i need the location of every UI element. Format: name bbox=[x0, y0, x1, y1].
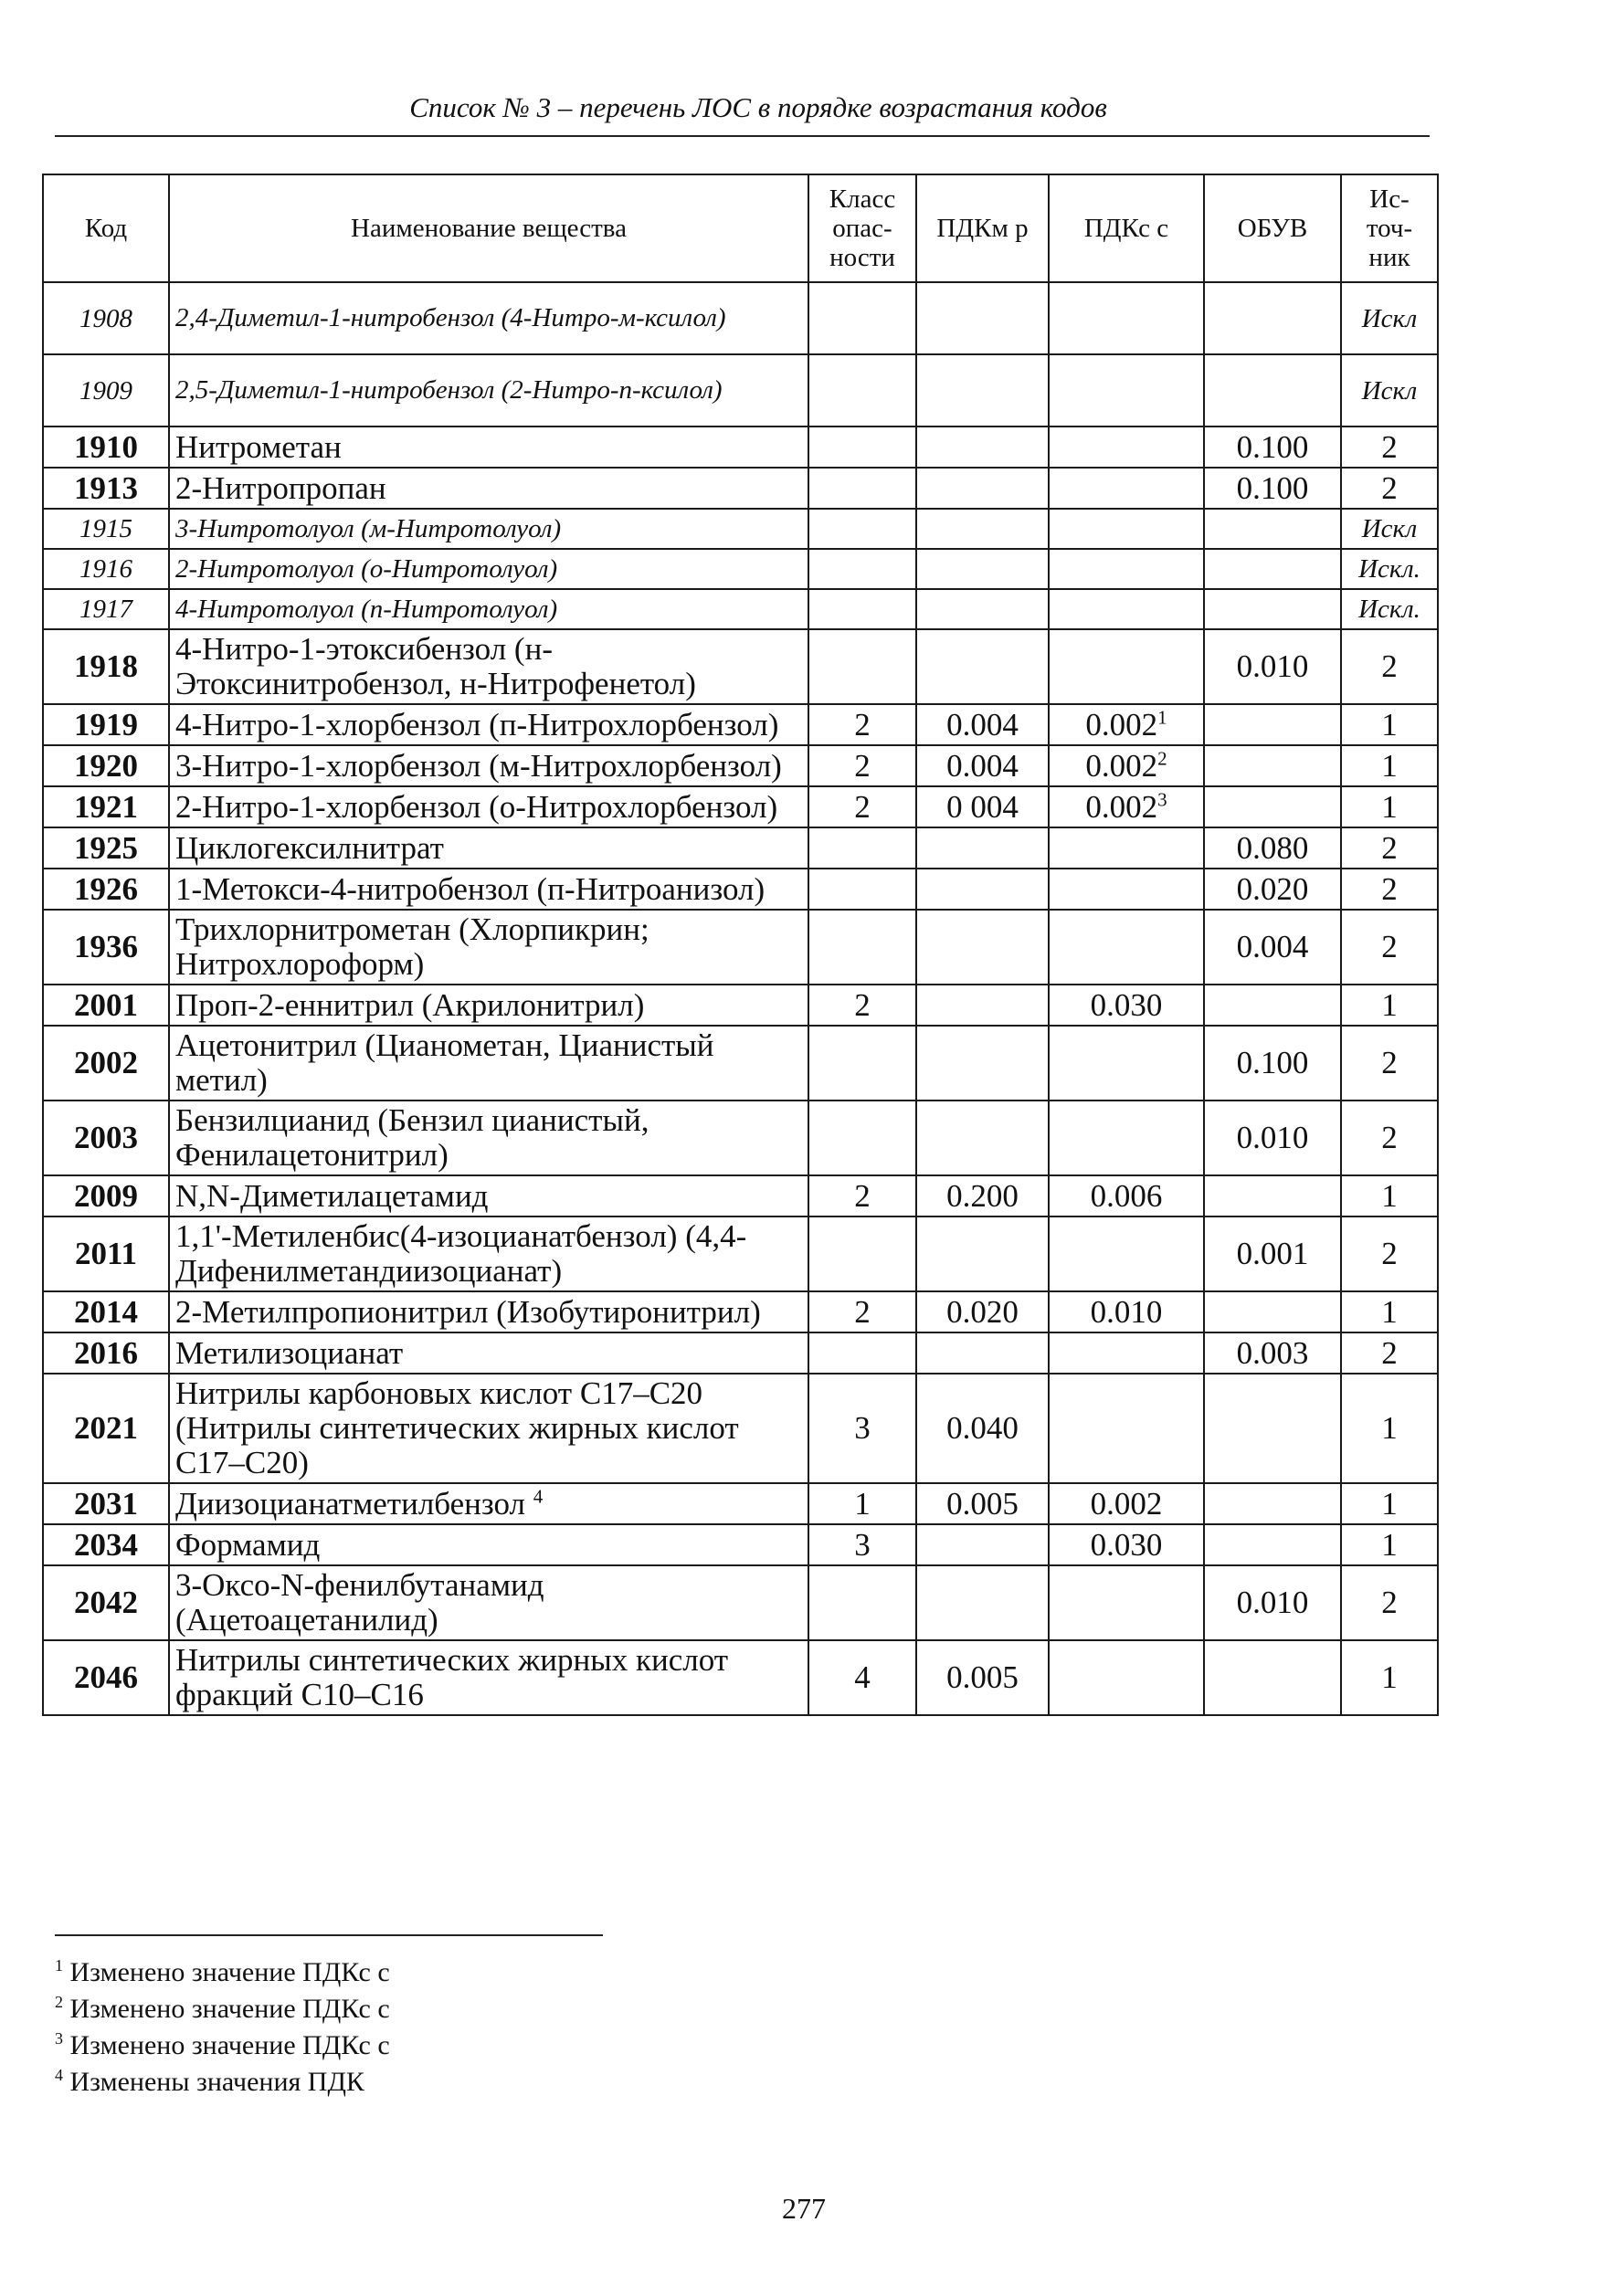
cell-code: 2031 bbox=[43, 1483, 169, 1524]
cell-code: 2001 bbox=[43, 985, 169, 1026]
cell-code: 1920 bbox=[43, 745, 169, 786]
cell-pdk-mr: 0 004 bbox=[916, 786, 1049, 827]
cell-pdk-ss: 0.030 bbox=[1049, 1524, 1204, 1565]
cell-pdk-mr bbox=[916, 1216, 1049, 1291]
cell-pdk-mr bbox=[916, 1026, 1049, 1101]
cell-hazard-class: 2 bbox=[808, 985, 916, 1026]
cell-pdk-ss bbox=[1049, 827, 1204, 869]
page-header-title: Список № 3 – перечень ЛОС в порядке возрастания кодов bbox=[409, 91, 1107, 123]
cell-pdk-ss bbox=[1049, 354, 1204, 427]
footnote-divider bbox=[55, 1934, 603, 1936]
cell-code: 1913 bbox=[43, 468, 169, 509]
cell-name: 2,5-Диметил-1-нитробензол (2-Нитро-п-ксилол) bbox=[169, 354, 808, 427]
cell-obuv bbox=[1204, 1483, 1341, 1524]
cell-pdk-ss bbox=[1049, 1374, 1204, 1483]
cell-code: 2009 bbox=[43, 1175, 169, 1216]
cell-name: 4-Нитротолуол (п-Нитротолуол) bbox=[169, 589, 808, 629]
cell-hazard-class bbox=[808, 869, 916, 910]
cell-name: 3-Оксо-N-фенилбутанамид (Ацетоацетанилид) bbox=[169, 1565, 808, 1640]
cell-pdk-ss: 0.002$^2$ bbox=[1049, 745, 1204, 786]
los-table bbox=[42, 174, 1439, 1716]
cell-hazard-class: 4 bbox=[808, 1640, 916, 1715]
cell-pdk-ss bbox=[1049, 549, 1204, 589]
cell-name: 4-Нитро-1-хлорбензол (п-Нитрохлорбензол) bbox=[169, 704, 808, 745]
cell-pdk-ss bbox=[1049, 1332, 1204, 1374]
cell-code: 1909 bbox=[43, 354, 169, 427]
cell-obuv: 0.001 bbox=[1204, 1216, 1341, 1291]
cell-hazard-class bbox=[808, 468, 916, 509]
cell-pdk-ss: 0.002$^3$ bbox=[1049, 786, 1204, 827]
cell-code: 1925 bbox=[43, 827, 169, 869]
cell-name: 2,4-Диметил-1-нитробензол (4-Нитро-м-ксилол) bbox=[169, 282, 808, 354]
cell-hazard-class bbox=[808, 509, 916, 549]
cell-pdk-mr bbox=[916, 869, 1049, 910]
table-row bbox=[43, 1026, 1438, 1101]
table-row bbox=[43, 1565, 1438, 1640]
cell-name: 2-Нитротолуол (о-Нитротолуол) bbox=[169, 549, 808, 589]
cell-pdk-mr bbox=[916, 354, 1049, 427]
cell-pdk-ss bbox=[1049, 1101, 1204, 1175]
cell-hazard-class bbox=[808, 1101, 916, 1175]
cell-obuv bbox=[1204, 1374, 1341, 1483]
cell-source: 1 bbox=[1341, 1640, 1438, 1715]
cell-obuv bbox=[1204, 704, 1341, 745]
cell-source: Искл bbox=[1341, 509, 1438, 549]
cell-hazard-class bbox=[808, 427, 916, 468]
table-row bbox=[43, 1291, 1438, 1332]
column-header-source: Ис-точ-ник bbox=[1341, 174, 1438, 282]
cell-pdk-ss: 0.006 bbox=[1049, 1175, 1204, 1216]
cell-code: 2042 bbox=[43, 1565, 169, 1640]
cell-hazard-class: 3 bbox=[808, 1524, 916, 1565]
cell-pdk-ss bbox=[1049, 910, 1204, 985]
cell-name: 1-Метокси-4-нитробензол (п-Нитроанизол) bbox=[169, 869, 808, 910]
cell-source: 1 bbox=[1341, 985, 1438, 1026]
cell-pdk-mr bbox=[916, 549, 1049, 589]
cell-source: 1 bbox=[1341, 1483, 1438, 1524]
cell-pdk-ss: 0.010 bbox=[1049, 1291, 1204, 1332]
cell-hazard-class bbox=[808, 910, 916, 985]
cell-pdk-ss bbox=[1049, 427, 1204, 468]
cell-obuv: 0.010 bbox=[1204, 1565, 1341, 1640]
cell-name: N,N-Диметилацетамид bbox=[169, 1175, 808, 1216]
cell-obuv: 0.100 bbox=[1204, 468, 1341, 509]
cell-name: Нитрометан bbox=[169, 427, 808, 468]
cell-pdk-ss bbox=[1049, 509, 1204, 549]
cell-source: 1 bbox=[1341, 745, 1438, 786]
cell-obuv bbox=[1204, 1291, 1341, 1332]
cell-code: 1918 bbox=[43, 629, 169, 704]
table-row bbox=[43, 1101, 1438, 1175]
table-row bbox=[43, 1216, 1438, 1291]
cell-pdk-ss bbox=[1049, 1565, 1204, 1640]
cell-obuv: 0.020 bbox=[1204, 869, 1341, 910]
table-row bbox=[43, 629, 1438, 704]
cell-source: 1 bbox=[1341, 1524, 1438, 1565]
table-row bbox=[43, 1332, 1438, 1374]
cell-pdk-ss bbox=[1049, 1026, 1204, 1101]
cell-source: 2 bbox=[1341, 468, 1438, 509]
cell-pdk-ss bbox=[1049, 589, 1204, 629]
table-header-row bbox=[43, 174, 1438, 282]
column-header-code: Код bbox=[43, 174, 169, 282]
cell-obuv bbox=[1204, 589, 1341, 629]
cell-pdk-mr bbox=[916, 468, 1049, 509]
cell-pdk-mr bbox=[916, 629, 1049, 704]
table-row bbox=[43, 1640, 1438, 1715]
table-row bbox=[43, 1483, 1438, 1524]
cell-name: Ацетонитрил (Цианометан, Цианистый метил) bbox=[169, 1026, 808, 1101]
cell-name: Метилизоцианат bbox=[169, 1332, 808, 1374]
cell-source: Искл bbox=[1341, 282, 1438, 354]
cell-code: 2016 bbox=[43, 1332, 169, 1374]
cell-pdk-ss bbox=[1049, 869, 1204, 910]
cell-source: 2 bbox=[1341, 827, 1438, 869]
table-row bbox=[43, 704, 1438, 745]
header-divider bbox=[55, 135, 1430, 137]
cell-obuv bbox=[1204, 985, 1341, 1026]
cell-name: Бензилцианид (Бензил цианистый, Фенилацетонитрил) bbox=[169, 1101, 808, 1175]
footnote: $^3$ Изменено значение ПДКс с bbox=[55, 2029, 390, 2060]
footnote-ref: 3 bbox=[1157, 787, 1167, 810]
column-header-hazard-class: Класс опас-ности bbox=[808, 174, 916, 282]
cell-hazard-class bbox=[808, 1216, 916, 1291]
cell-hazard-class: 2 bbox=[808, 1175, 916, 1216]
cell-pdk-ss: 0.030 bbox=[1049, 985, 1204, 1026]
cell-source: 2 bbox=[1341, 1101, 1438, 1175]
footnote-ref: 4 bbox=[533, 1484, 544, 1507]
table-row bbox=[43, 869, 1438, 910]
cell-source: 1 bbox=[1341, 704, 1438, 745]
table-row bbox=[43, 786, 1438, 827]
cell-pdk-mr: 0.004 bbox=[916, 704, 1049, 745]
footnote-ref: 2 bbox=[1157, 746, 1167, 769]
cell-code: 1916 bbox=[43, 549, 169, 589]
cell-obuv: 0.100 bbox=[1204, 427, 1341, 468]
cell-name: 3-Нитротолуол (м-Нитротолуол) bbox=[169, 509, 808, 549]
table-row bbox=[43, 1175, 1438, 1216]
cell-obuv: 0.003 bbox=[1204, 1332, 1341, 1374]
table-row bbox=[43, 910, 1438, 985]
table-row bbox=[43, 468, 1438, 509]
cell-source: 2 bbox=[1341, 1026, 1438, 1101]
footnote-ref: 1 bbox=[1157, 705, 1167, 728]
cell-name: 3-Нитро-1-хлорбензол (м-Нитрохлорбензол) bbox=[169, 745, 808, 786]
cell-pdk-mr: 0.200 bbox=[916, 1175, 1049, 1216]
cell-pdk-mr bbox=[916, 1101, 1049, 1175]
cell-code: 2021 bbox=[43, 1374, 169, 1483]
cell-pdk-mr bbox=[916, 589, 1049, 629]
footnote: $^1$ Изменено значение ПДКс с bbox=[55, 1956, 390, 1987]
footnote: $^2$ Изменено значение ПДКс с bbox=[55, 1993, 390, 2024]
cell-obuv: 0.010 bbox=[1204, 629, 1341, 704]
footnotes bbox=[55, 1954, 390, 2101]
cell-pdk-mr bbox=[916, 1524, 1049, 1565]
cell-name: 2-Нитро-1-хлорбензол (о-Нитрохлорбензол) bbox=[169, 786, 808, 827]
cell-pdk-mr bbox=[916, 1565, 1049, 1640]
cell-source: 2 bbox=[1341, 869, 1438, 910]
cell-code: 1908 bbox=[43, 282, 169, 354]
cell-name: Нитрилы синтетических жирных кислот фракций С10–С16 bbox=[169, 1640, 808, 1715]
cell-pdk-ss bbox=[1049, 629, 1204, 704]
cell-source: 2 bbox=[1341, 1216, 1438, 1291]
cell-source: 1 bbox=[1341, 786, 1438, 827]
cell-hazard-class bbox=[808, 827, 916, 869]
cell-obuv bbox=[1204, 282, 1341, 354]
cell-pdk-ss bbox=[1049, 1216, 1204, 1291]
cell-name: 1,1'-Метиленбис(4-изоцианатбензол) (4,4-Дифенилметандиизоцианат) bbox=[169, 1216, 808, 1291]
cell-source: Искл. bbox=[1341, 589, 1438, 629]
cell-hazard-class: 1 bbox=[808, 1483, 916, 1524]
cell-hazard-class bbox=[808, 549, 916, 589]
cell-name: Диизоцианатметилбензол $^4$ bbox=[169, 1483, 808, 1524]
table-row bbox=[43, 985, 1438, 1026]
cell-hazard-class: 2 bbox=[808, 1291, 916, 1332]
cell-obuv bbox=[1204, 509, 1341, 549]
cell-source: 2 bbox=[1341, 1332, 1438, 1374]
cell-name: Формамид bbox=[169, 1524, 808, 1565]
cell-hazard-class bbox=[808, 589, 916, 629]
cell-code: 2034 bbox=[43, 1524, 169, 1565]
cell-obuv bbox=[1204, 1640, 1341, 1715]
cell-pdk-mr bbox=[916, 910, 1049, 985]
cell-obuv bbox=[1204, 1524, 1341, 1565]
column-header-name: Наименование вещества bbox=[169, 174, 808, 282]
cell-name: Проп-2-еннитрил (Акрилонитрил) bbox=[169, 985, 808, 1026]
table-row bbox=[43, 282, 1438, 354]
column-header-pdk-mr: ПДКм р bbox=[916, 174, 1049, 282]
cell-hazard-class: 3 bbox=[808, 1374, 916, 1483]
cell-hazard-class bbox=[808, 1565, 916, 1640]
cell-name: 2-Метилпропионитрил (Изобутиронитрил) bbox=[169, 1291, 808, 1332]
cell-code: 2002 bbox=[43, 1026, 169, 1101]
table-row bbox=[43, 1524, 1438, 1565]
cell-source: 1 bbox=[1341, 1374, 1438, 1483]
cell-obuv bbox=[1204, 354, 1341, 427]
table-row bbox=[43, 827, 1438, 869]
cell-name: Трихлорнитрометан (Хлорпикрин; Нитрохлороформ) bbox=[169, 910, 808, 985]
cell-pdk-mr bbox=[916, 985, 1049, 1026]
cell-name: Циклогексилнитрат bbox=[169, 827, 808, 869]
cell-source: 1 bbox=[1341, 1175, 1438, 1216]
cell-code: 1921 bbox=[43, 786, 169, 827]
table-row bbox=[43, 549, 1438, 589]
cell-pdk-ss: 0.002$^1$ bbox=[1049, 704, 1204, 745]
cell-obuv bbox=[1204, 1175, 1341, 1216]
cell-code: 2014 bbox=[43, 1291, 169, 1332]
cell-source: 2 bbox=[1341, 1565, 1438, 1640]
cell-pdk-ss: 0.002 bbox=[1049, 1483, 1204, 1524]
cell-hazard-class bbox=[808, 354, 916, 427]
cell-obuv: 0.080 bbox=[1204, 827, 1341, 869]
table-row bbox=[43, 745, 1438, 786]
cell-hazard-class: 2 bbox=[808, 745, 916, 786]
table-row bbox=[43, 427, 1438, 468]
cell-hazard-class: 2 bbox=[808, 786, 916, 827]
cell-source: Искл. bbox=[1341, 549, 1438, 589]
table-row bbox=[43, 509, 1438, 549]
cell-obuv bbox=[1204, 549, 1341, 589]
table-row bbox=[43, 1374, 1438, 1483]
cell-obuv bbox=[1204, 786, 1341, 827]
cell-pdk-mr: 0.005 bbox=[916, 1483, 1049, 1524]
cell-obuv: 0.100 bbox=[1204, 1026, 1341, 1101]
cell-pdk-mr bbox=[916, 827, 1049, 869]
column-header-pdk-ss: ПДКс с bbox=[1049, 174, 1204, 282]
cell-code: 1936 bbox=[43, 910, 169, 985]
cell-pdk-mr: 0.005 bbox=[916, 1640, 1049, 1715]
cell-source: 1 bbox=[1341, 1291, 1438, 1332]
cell-pdk-mr: 0.040 bbox=[916, 1374, 1049, 1483]
cell-code: 2011 bbox=[43, 1216, 169, 1291]
cell-obuv bbox=[1204, 745, 1341, 786]
cell-code: 1915 bbox=[43, 509, 169, 549]
table-row bbox=[43, 354, 1438, 427]
table-row bbox=[43, 589, 1438, 629]
cell-pdk-mr: 0.004 bbox=[916, 745, 1049, 786]
cell-name: Нитрилы карбоновых кислот С17–С20 (Нитрилы синтетических жирных кислот С17–С20) bbox=[169, 1374, 808, 1483]
cell-code: 2046 bbox=[43, 1640, 169, 1715]
cell-code: 1917 bbox=[43, 589, 169, 629]
cell-hazard-class bbox=[808, 1026, 916, 1101]
cell-pdk-mr bbox=[916, 509, 1049, 549]
cell-code: 1919 bbox=[43, 704, 169, 745]
cell-pdk-ss bbox=[1049, 1640, 1204, 1715]
cell-code: 1926 bbox=[43, 869, 169, 910]
cell-pdk-mr: 0.020 bbox=[916, 1291, 1049, 1332]
cell-name: 2-Нитропропан bbox=[169, 468, 808, 509]
cell-pdk-ss bbox=[1049, 468, 1204, 509]
cell-pdk-mr bbox=[916, 282, 1049, 354]
footnote: $^4$ Изменены значения ПДК bbox=[55, 2066, 364, 2097]
cell-hazard-class bbox=[808, 1332, 916, 1374]
cell-code: 1910 bbox=[43, 427, 169, 468]
cell-pdk-mr bbox=[916, 427, 1049, 468]
column-header-obuv: ОБУВ bbox=[1204, 174, 1341, 282]
table-body bbox=[43, 282, 1438, 1715]
cell-source: 2 bbox=[1341, 427, 1438, 468]
cell-source: 2 bbox=[1341, 629, 1438, 704]
cell-obuv: 0.004 bbox=[1204, 910, 1341, 985]
page-number: 277 bbox=[782, 2192, 826, 2225]
cell-pdk-ss bbox=[1049, 282, 1204, 354]
cell-code: 2003 bbox=[43, 1101, 169, 1175]
cell-source: 2 bbox=[1341, 910, 1438, 985]
cell-hazard-class bbox=[808, 282, 916, 354]
cell-name: 4-Нитро-1-этоксибензол (н-Этоксинитробензол, н-Нитрофенетол) bbox=[169, 629, 808, 704]
cell-hazard-class bbox=[808, 629, 916, 704]
cell-hazard-class: 2 bbox=[808, 704, 916, 745]
cell-pdk-mr bbox=[916, 1332, 1049, 1374]
cell-obuv: 0.010 bbox=[1204, 1101, 1341, 1175]
cell-source: Искл bbox=[1341, 354, 1438, 427]
